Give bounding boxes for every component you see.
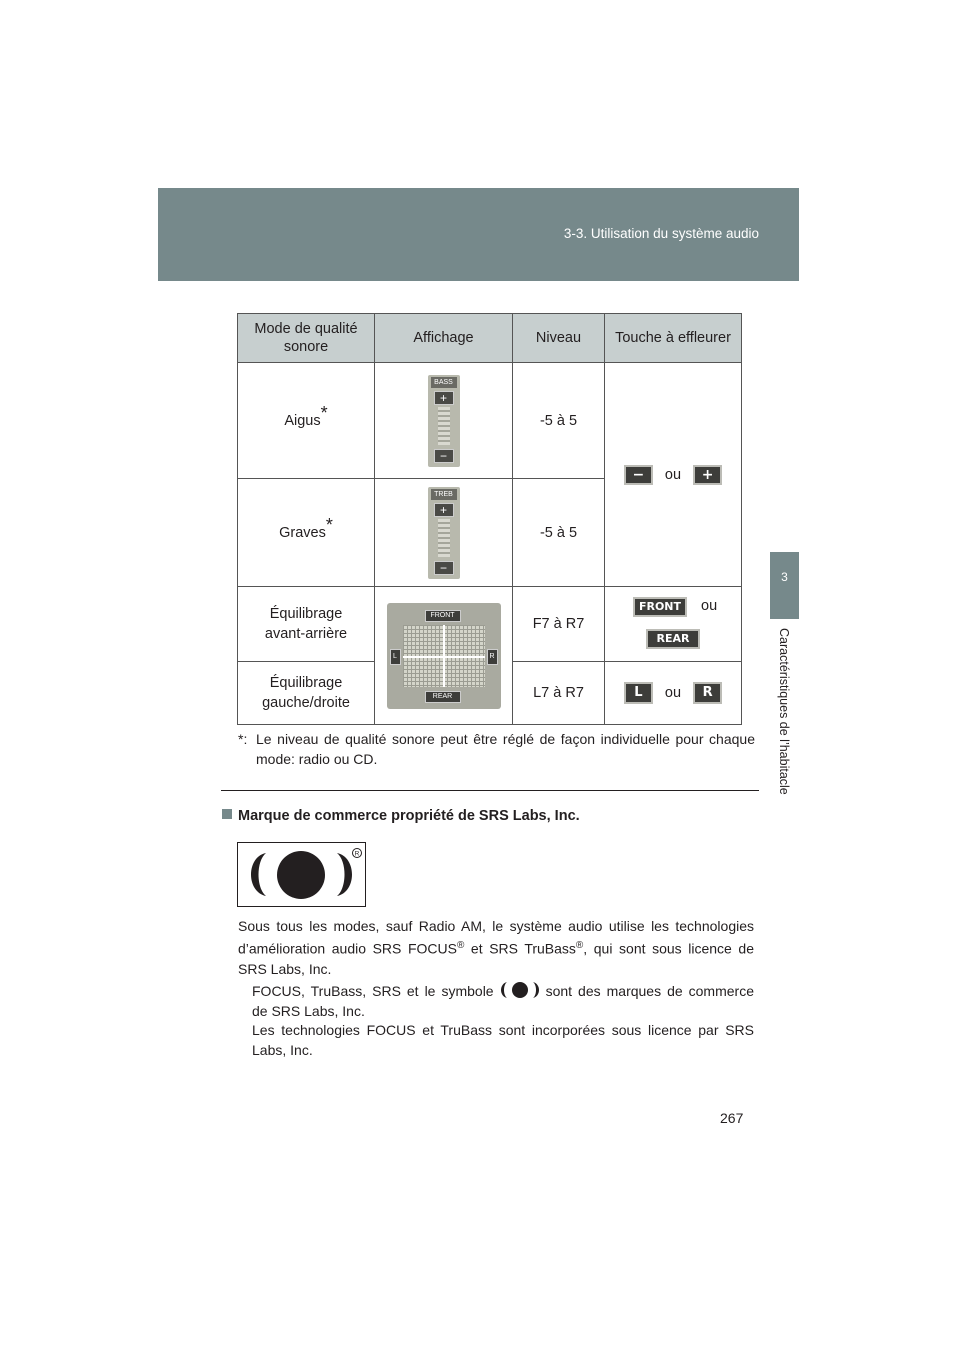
right-tag: R bbox=[487, 649, 498, 665]
plus-icon: + bbox=[434, 391, 454, 405]
fader-v-line bbox=[443, 625, 445, 687]
chapter-tab bbox=[770, 552, 799, 619]
srs-logo-icon bbox=[238, 843, 365, 906]
minus-icon: − bbox=[434, 449, 454, 463]
plus-icon: + bbox=[434, 503, 454, 517]
level-cell: L7 à R7 bbox=[513, 662, 605, 725]
front-key-icon: FRONT bbox=[633, 597, 687, 617]
or-text: ou bbox=[664, 466, 682, 483]
slider-track bbox=[438, 407, 450, 445]
col-header-level: Niveau bbox=[513, 314, 605, 363]
mode-cell: Aigus* bbox=[238, 363, 375, 479]
touch-cell bbox=[605, 587, 742, 662]
table-header-row bbox=[238, 314, 742, 363]
touch-cell bbox=[605, 363, 742, 587]
chapter-label-text: Caractéristiques de l’habitacle bbox=[777, 628, 791, 795]
section-header: 3-3. Utilisation du système audio bbox=[563, 226, 759, 241]
display-cell bbox=[375, 363, 513, 479]
bass-slider-image bbox=[428, 375, 460, 467]
slider-track bbox=[438, 519, 450, 557]
display-cell bbox=[375, 479, 513, 587]
srs-symbol-icon bbox=[498, 980, 542, 1000]
touch-cell bbox=[605, 662, 742, 725]
balance-fader-image bbox=[387, 603, 501, 709]
sound-quality-table bbox=[237, 313, 742, 725]
front-tag: FRONT bbox=[425, 610, 461, 622]
slider-caption: BASS bbox=[431, 377, 457, 388]
mode-cell: Équilibrage avant-arrière bbox=[238, 587, 375, 662]
col-header-display: Affichage bbox=[375, 314, 513, 363]
slider-caption: TREB bbox=[431, 489, 457, 500]
square-bullet-icon bbox=[222, 809, 232, 819]
table-row bbox=[238, 363, 742, 479]
rear-key-icon: REAR bbox=[646, 629, 700, 649]
chapter-number: 3 bbox=[781, 570, 788, 584]
left-key-icon: L bbox=[624, 682, 653, 704]
section-divider bbox=[221, 790, 759, 791]
page-number: 267 bbox=[720, 1110, 744, 1126]
section-title: Marque de commerce propriété de SRS Labs, Inc. bbox=[222, 808, 580, 824]
col-header-touch: Touche à effleurer bbox=[605, 314, 742, 363]
or-text: ou bbox=[701, 598, 718, 614]
footnote-marker: *: bbox=[238, 731, 248, 747]
treble-slider-image bbox=[428, 487, 460, 579]
footnote-text: Le niveau de qualité sonore peut être réglé de façon individuelle pour chaque mode: radio ou CD. bbox=[256, 731, 755, 767]
display-cell bbox=[375, 587, 513, 725]
asterisk-marker: * bbox=[320, 402, 328, 423]
chapter-label bbox=[772, 628, 798, 828]
mode-cell: Graves* bbox=[238, 479, 375, 587]
svg-text:R: R bbox=[354, 850, 360, 858]
right-key-icon: R bbox=[693, 682, 722, 704]
minus-key-icon: − bbox=[624, 465, 653, 485]
col-header-mode: Mode de qualité sonore bbox=[238, 314, 375, 363]
paragraph-trademarks: FOCUS, TruBass, SRS et le symbole sont des marques de commerce de SRS Labs, Inc. bbox=[252, 980, 754, 1021]
level-cell: F7 à R7 bbox=[513, 587, 605, 662]
or-text: ou bbox=[664, 685, 682, 701]
plus-key-icon: + bbox=[693, 465, 722, 485]
minus-icon: − bbox=[434, 561, 454, 575]
table-row bbox=[238, 587, 742, 662]
paragraph-license: Les technologies FOCUS et TruBass sont incorporées sous licence par SRS Labs, Inc. bbox=[252, 1022, 754, 1058]
paragraph-srs-usage: Sous tous les modes, sauf Radio AM, le système audio utilise les technologies d’amélioration audio SRS FOCUS® et SRS TruBass®, qui sont sous licence de SRS Labs, Inc. bbox=[238, 918, 754, 977]
table-footnote bbox=[238, 729, 755, 769]
left-tag: L bbox=[390, 649, 401, 665]
asterisk-marker: * bbox=[325, 514, 333, 535]
rear-tag: REAR bbox=[425, 691, 461, 703]
level-cell: -5 à 5 bbox=[513, 363, 605, 479]
header-band bbox=[158, 188, 799, 281]
srs-logo-box bbox=[237, 842, 366, 907]
level-cell: -5 à 5 bbox=[513, 479, 605, 587]
mode-cell: Équilibrage gauche/droite bbox=[238, 662, 375, 725]
